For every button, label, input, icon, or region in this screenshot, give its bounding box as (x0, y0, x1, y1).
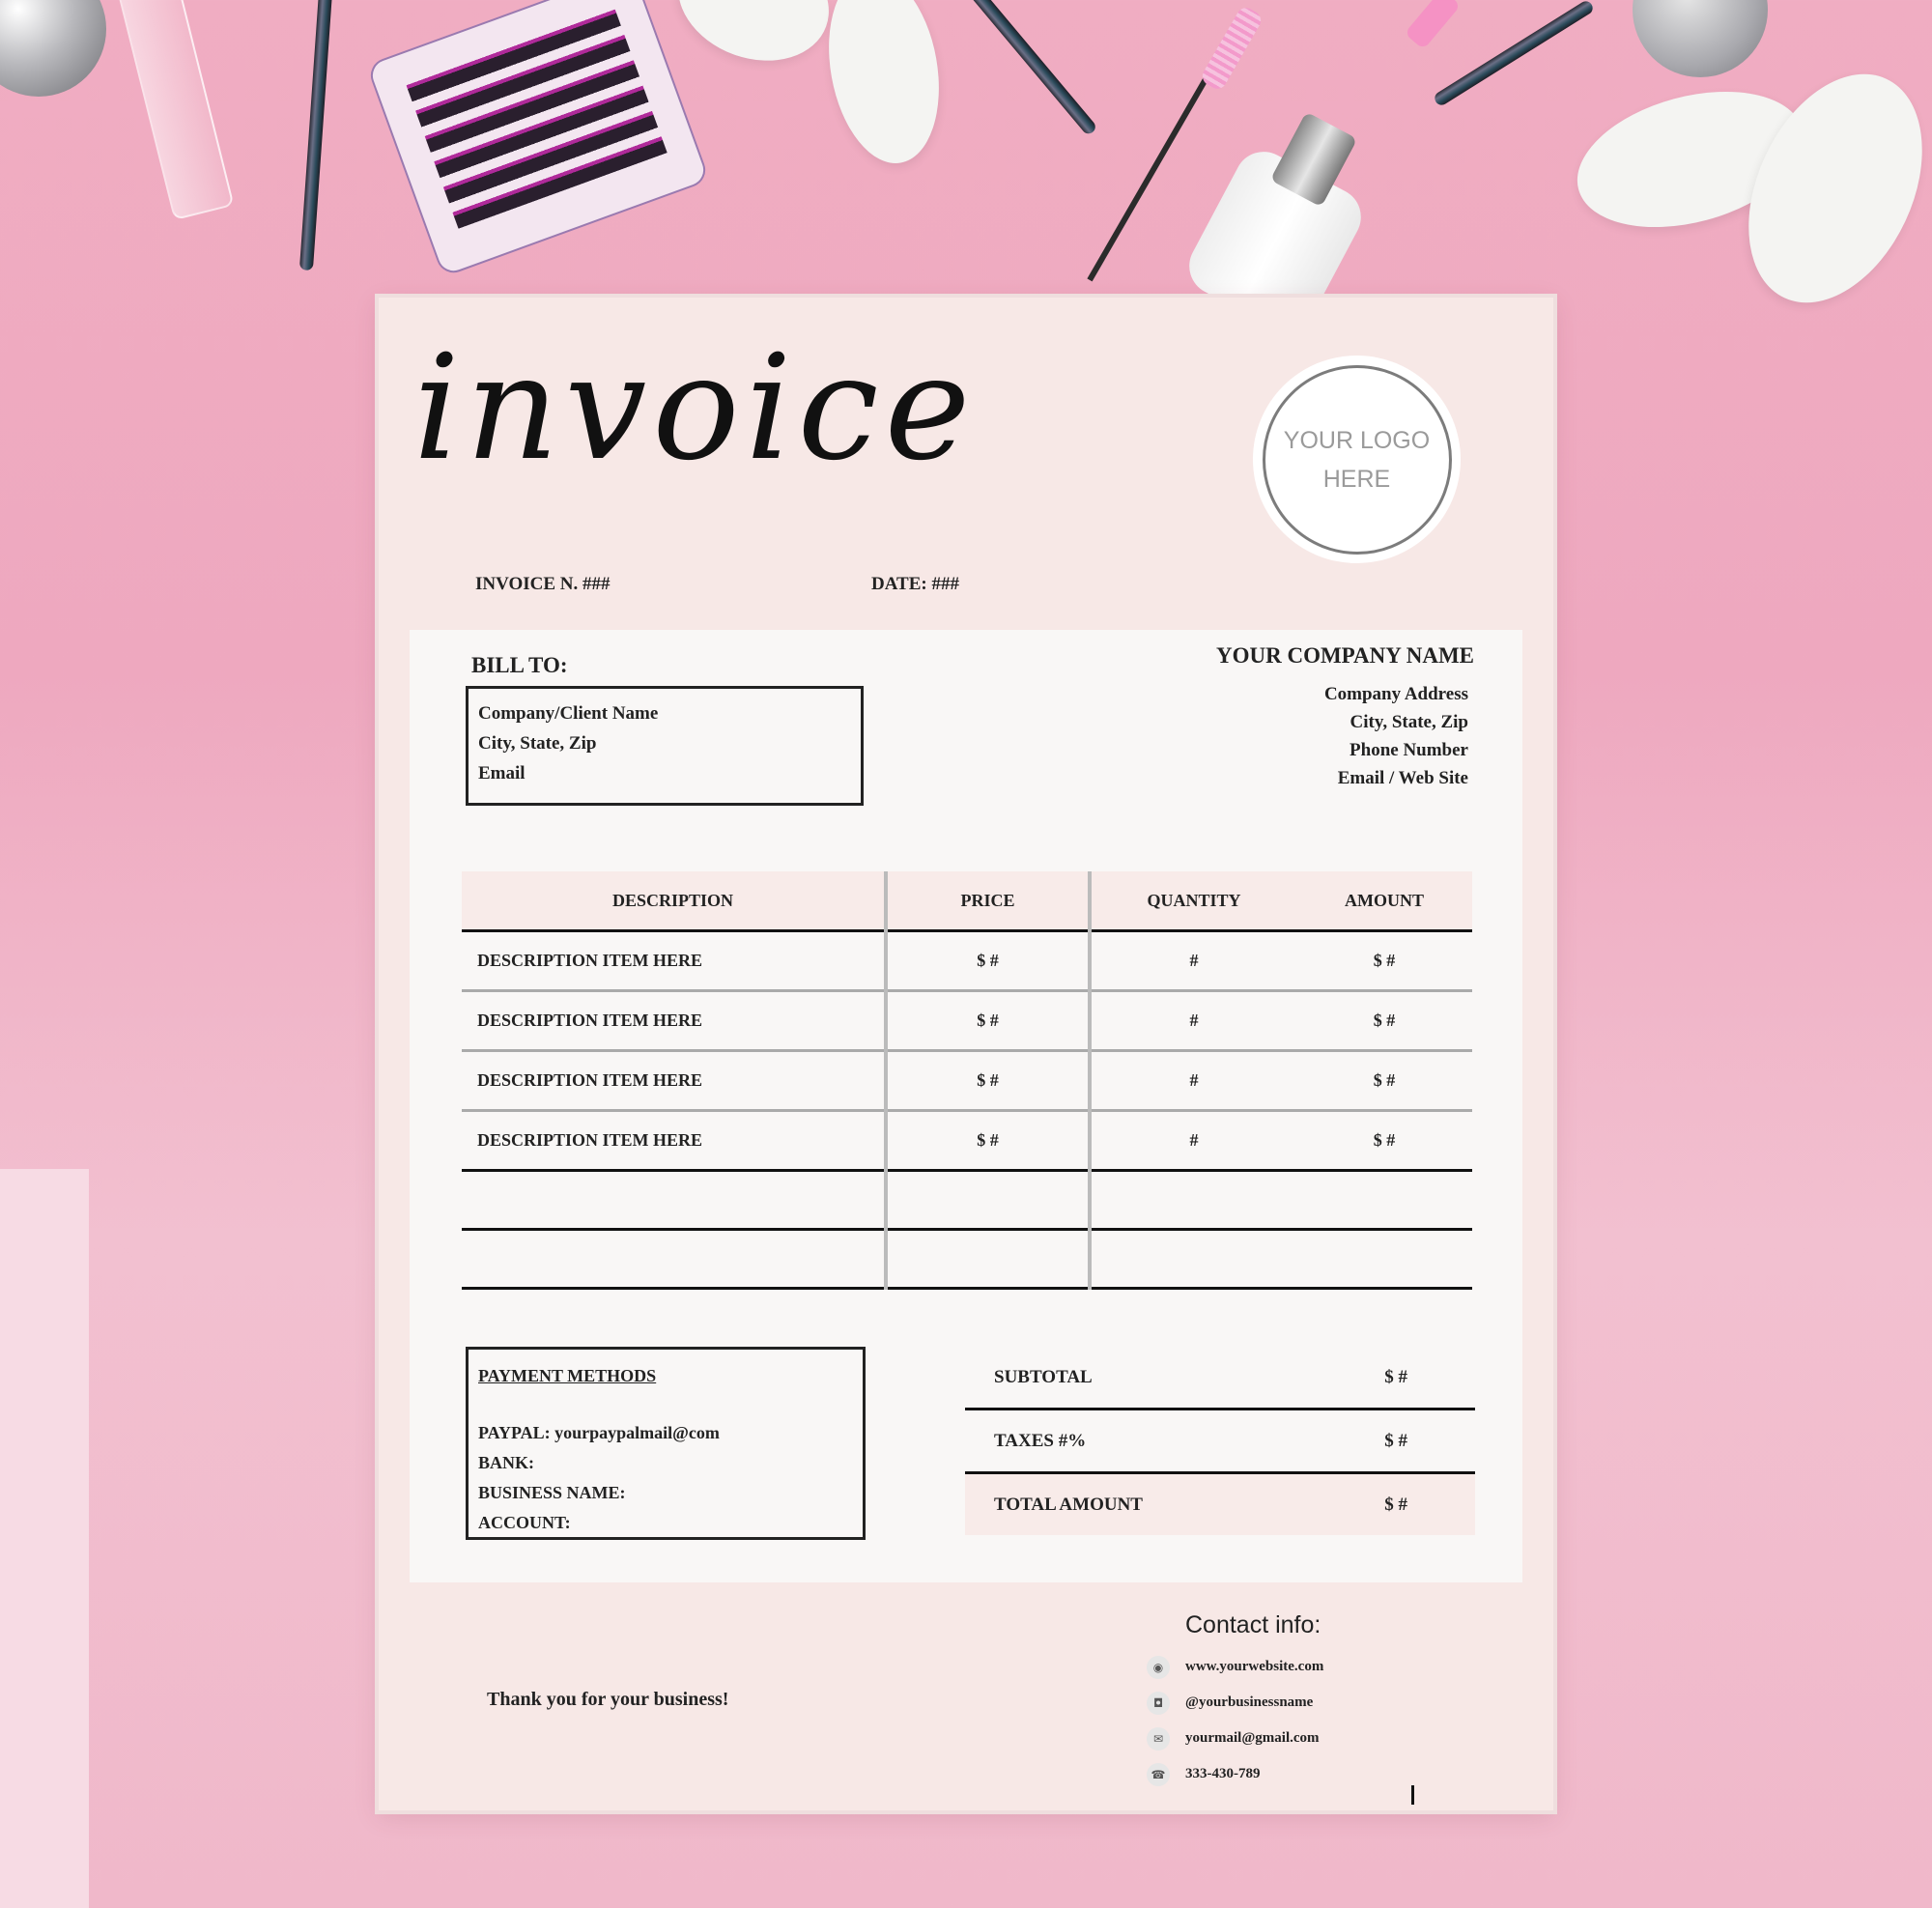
table-row-empty (462, 1171, 1472, 1230)
item-amount: $ # (1296, 1051, 1472, 1111)
column-header-quantity: QUANTITY (1090, 871, 1296, 931)
lash-tray-decoration (366, 0, 710, 277)
contact-item (1147, 1685, 1323, 1721)
item-amount: $ # (1296, 1111, 1472, 1171)
background-strip (0, 1169, 89, 1908)
item-quantity: # (1090, 931, 1296, 991)
table-row (462, 931, 1472, 991)
empty-cell (1296, 1230, 1472, 1289)
empty-cell (886, 1171, 1090, 1230)
empty-cell (462, 1171, 886, 1230)
instagram-icon: ◘ (1147, 1692, 1170, 1715)
table-row (462, 1051, 1472, 1111)
text-cursor (1411, 1785, 1414, 1805)
taxes-value: $ # (1384, 1430, 1407, 1451)
item-price: $ # (886, 1051, 1090, 1111)
invoice-body-panel (410, 630, 1522, 1582)
payment-line: ACCOUNT: (478, 1513, 571, 1532)
payment-line: PAYPAL: yourpaypalmail@com (478, 1423, 720, 1442)
table-row (462, 1111, 1472, 1171)
contact-item (1147, 1649, 1323, 1685)
total-value: $ # (1384, 1494, 1407, 1515)
table-row-empty (462, 1230, 1472, 1289)
item-price: $ # (886, 931, 1090, 991)
item-quantity: # (1090, 1111, 1296, 1171)
total-label: TOTAL AMOUNT (994, 1494, 1143, 1515)
logo-text-line1: YOUR LOGO (1283, 426, 1431, 454)
contact-email: yourmail@gmail.com (1185, 1730, 1320, 1746)
company-line: Email / Web Site (1337, 768, 1468, 788)
totals-section (965, 1347, 1475, 1535)
company-line: Company Address (1323, 684, 1468, 704)
pink-tweezers-decoration (1405, 0, 1461, 49)
bill-to-line: Company/Client Name (478, 703, 659, 724)
contact-info-title: Contact info: (1185, 1611, 1321, 1638)
empty-cell (1090, 1171, 1296, 1230)
thank-you-note: Thank you for your business! (487, 1689, 729, 1710)
table-header-row (462, 871, 1472, 931)
bill-to-line: City, State, Zip (478, 733, 597, 754)
column-header-description: DESCRIPTION (462, 871, 886, 931)
column-header-price: PRICE (886, 871, 1090, 931)
logo-text-line2: HERE (1322, 465, 1391, 493)
contact-social: @yourbusinessname (1185, 1694, 1314, 1710)
contact-phone: 333-430-789 (1185, 1766, 1261, 1781)
logo-ring (1263, 365, 1452, 555)
item-price: $ # (886, 1111, 1090, 1171)
payment-line: BANK: (478, 1453, 534, 1472)
empty-cell (886, 1230, 1090, 1289)
payment-line: BUSINESS NAME: (478, 1483, 626, 1502)
eye-pad-decoration (661, 0, 845, 81)
item-description: DESCRIPTION ITEM HERE (462, 931, 886, 991)
bill-to-box (466, 686, 864, 806)
bill-to-line: Email (478, 763, 526, 783)
company-line: City, State, Zip (1350, 712, 1468, 732)
item-price: $ # (886, 991, 1090, 1051)
invoice-number: INVOICE N. ### (475, 574, 611, 594)
mail-icon: ✉ (1147, 1727, 1170, 1751)
item-amount: $ # (1296, 931, 1472, 991)
total-row (965, 1474, 1475, 1535)
subtotal-row (965, 1347, 1475, 1410)
phone-icon: ☎ (1147, 1763, 1170, 1786)
company-info (1216, 643, 1474, 792)
disco-ball-decoration (0, 0, 106, 97)
logo-placeholder (1253, 356, 1461, 563)
line-items-table (462, 871, 1472, 1290)
table-row (462, 991, 1472, 1051)
contact-website: www.yourwebsite.com (1185, 1659, 1324, 1674)
payment-methods-title: PAYMENT METHODS (478, 1366, 657, 1385)
globe-icon: ◉ (1147, 1656, 1170, 1679)
contact-item (1147, 1756, 1323, 1792)
tweezers-decoration (1433, 0, 1596, 107)
invoice-date: DATE: ### (871, 574, 959, 594)
company-name: YOUR COMPANY NAME (1215, 643, 1474, 668)
empty-cell (462, 1230, 886, 1289)
contact-item (1147, 1721, 1323, 1756)
tweezers-decoration (299, 0, 332, 271)
taxes-row (965, 1410, 1475, 1474)
column-header-amount: AMOUNT (1296, 871, 1472, 931)
subtotal-label: SUBTOTAL (994, 1366, 1093, 1387)
payment-methods-box (466, 1347, 866, 1540)
item-description: DESCRIPTION ITEM HERE (462, 1051, 886, 1111)
eye-pad-decoration (814, 0, 952, 172)
item-description: DESCRIPTION ITEM HERE (462, 991, 886, 1051)
subtotal-value: $ # (1384, 1366, 1407, 1387)
taxes-label: TAXES #% (994, 1430, 1087, 1451)
item-amount: $ # (1296, 991, 1472, 1051)
item-quantity: # (1090, 1051, 1296, 1111)
contact-info (1147, 1611, 1323, 1792)
item-quantity: # (1090, 991, 1296, 1051)
empty-cell (1090, 1230, 1296, 1289)
invoice-document (379, 298, 1553, 1810)
invoice-title: invoice (413, 325, 977, 493)
glass-vial-decoration (117, 0, 234, 220)
glitter-ball-decoration (1633, 0, 1768, 77)
empty-cell (1296, 1171, 1472, 1230)
company-line: Phone Number (1350, 740, 1468, 760)
tweezers-decoration (963, 0, 1097, 136)
bill-to-label: BILL TO: (471, 653, 568, 677)
item-description: DESCRIPTION ITEM HERE (462, 1111, 886, 1171)
mascara-brush-decoration (1199, 5, 1264, 93)
